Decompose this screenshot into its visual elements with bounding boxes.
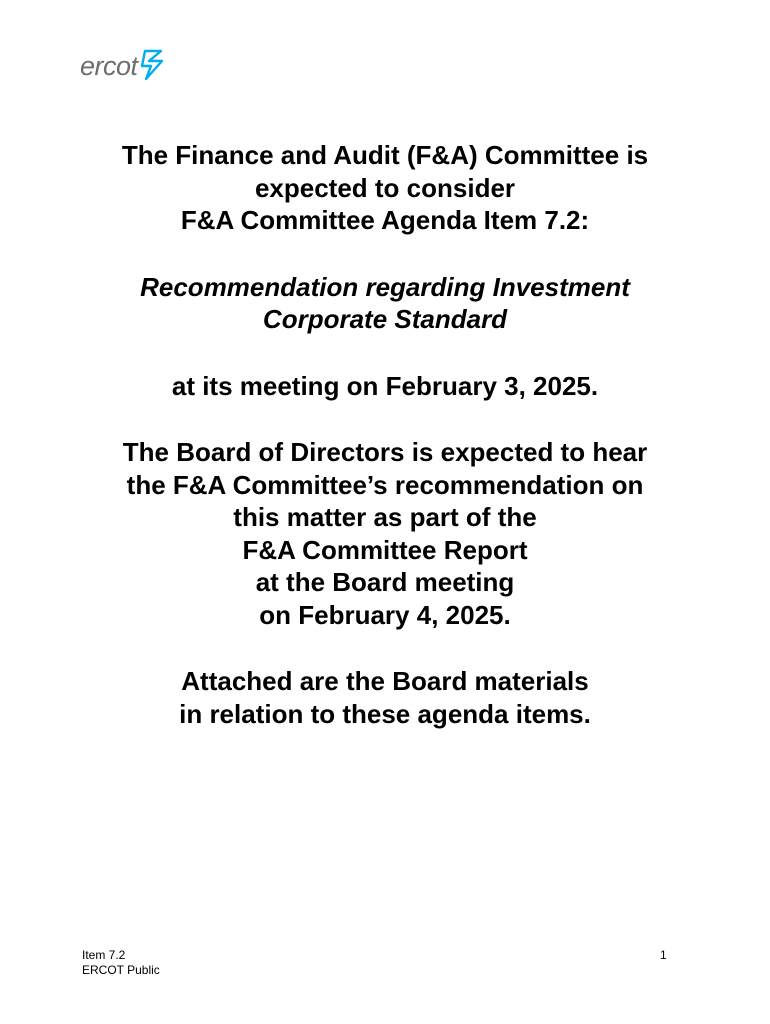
ercot-logo — [80, 46, 166, 86]
footer-classification: ERCOT Public — [82, 963, 160, 977]
ercot-lightning-icon — [140, 48, 166, 82]
meeting-paragraph — [60, 370, 710, 403]
attached-line: Attached are the Board materials — [181, 666, 589, 696]
heading-line: F&A Committee Agenda Item 7.2: — [180, 205, 590, 235]
notice-body — [60, 139, 710, 730]
footer-left — [82, 948, 160, 978]
heading-line: expected to consider — [254, 172, 516, 203]
board-line: F&A Committee Report — [242, 534, 528, 565]
meeting-line: at its meeting on February 3, 2025. — [171, 370, 599, 401]
attached-line: in relation to these agenda items. — [179, 698, 591, 729]
attached-paragraph — [60, 665, 710, 730]
board-paragraph — [60, 436, 710, 631]
logo-wordmark: ercot — [80, 50, 138, 81]
board-line: the F&A Committee’s recommendation on — [126, 469, 644, 500]
board-line: at the Board meeting — [255, 567, 515, 597]
page-number: 1 — [660, 948, 667, 962]
board-line: on February 4, 2025. — [259, 599, 511, 630]
footer-item-label: Item 7.2 — [82, 948, 126, 962]
item-title-line: Recommendation regarding Investment — [140, 271, 630, 302]
item-title-line: Corporate Standard — [262, 304, 508, 334]
heading-line: The Finance and Audit (F&A) Committee is — [121, 140, 649, 170]
heading-paragraph — [60, 139, 710, 237]
board-line: this matter as part of the — [233, 502, 537, 532]
board-line: The Board of Directors is expected to hear — [122, 437, 648, 467]
item-title-paragraph — [60, 271, 710, 336]
